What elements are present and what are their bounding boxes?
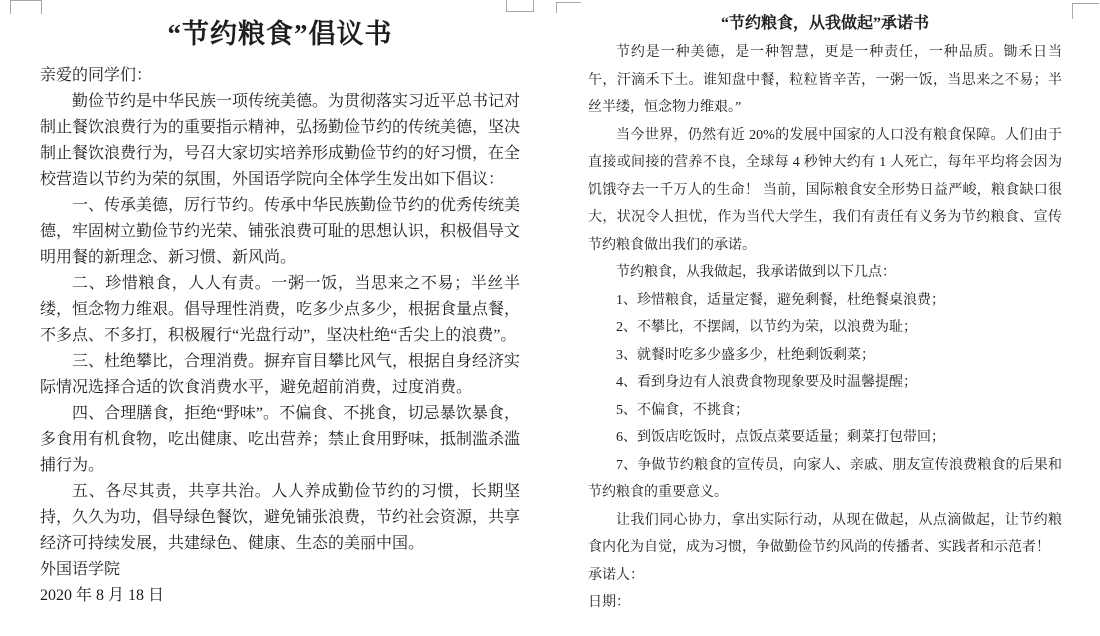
paragraph: 四、合理膳食，拒绝“野味”。不偏食、不挑食，切忌暴饮暴食，多食用有机食物，吃出健康、吃出营养；禁止食用野味，抵制滥杀滥捕行为。 (40, 405, 521, 474)
paragraph: 勤俭节约是中华民族一项传统美德。为贯彻落实习近平总书记对制止餐饮浪费行为的重要指示精神，弘扬勤俭节约的传统美德，坚决制止餐饮浪费行为，号召大家切实培养形成勤俭节约的好习惯，在全校营造以节约为荣的氛围，外国语学院向全体学生发出如下倡议： (40, 93, 521, 188)
paragraph: 五、各尽其责，共享共治。人人养成勤俭节约的习惯，长期坚持，久久为功，倡导绿色餐饮，避免铺张浪费，节约社会资源，共享经济可持续发展，共建绿色、健康、生态的美丽中国。 (40, 483, 521, 552)
paragraph: 二、珍惜粮食，人人有责。一粥一饭，当思来之不易；半丝半缕，恒念物力维艰。倡导理性消费，吃多少点多少，根据食量点餐，不多点、不多打，积极履行“光盘行动”，坚决杜绝“舌尖上的浪费”。 (40, 275, 521, 344)
crop-mark-top-right-page2 (1072, 3, 1099, 19)
paragraph: 节约是一种美德，是一种智慧，更是一种责任，一种品质。锄禾日当午，汗滴禾下土。谁知盘中餐，粒粒皆辛苦，一粥一饭，当思来之不易；半丝半缕，恒念物力维艰。” (588, 45, 1062, 115)
list-item: 6、到饭店吃饭时，点饭点菜要适量；剩菜打包带回； (616, 430, 945, 445)
signature-date: 2020 年 8 月 18 日 (40, 587, 165, 604)
crop-mark-top-left-page2 (556, 2, 581, 13)
crop-mark-top-left-page1 (10, 0, 42, 14)
signature-organization: 外国语学院 (40, 561, 121, 578)
paragraph: 三、杜绝攀比，合理消费。摒弃盲目攀比风气，根据自身经济实际情况选择合适的饮食消费水平，避免超前消费，过度消费。 (40, 353, 521, 396)
list-item: 3、就餐时吃多少盛多少，杜绝剩饭剩菜； (616, 347, 875, 363)
closing-paragraph: 让我们同心协力，拿出实际行动，从现在做起，从点滴做起，让节约粮食内化为自觉，成为习惯，争做勤俭节约风尚的传播者、实践者和示范者！ (588, 512, 1062, 555)
list-item: 4、看到身边有人浪费食物现象要及时温馨提醒； (616, 375, 917, 390)
signer-label: 承诺人： (588, 567, 644, 583)
paragraph: 节约粮食，从我做起，我承诺做到以下几点： (616, 265, 896, 280)
list-item: 2、不攀比，不摆阔，以节约为荣，以浪费为耻； (616, 320, 917, 335)
paragraph: 一、传承美德，厉行节约。传承中华民族勤俭节约的优秀传统美德，牢固树立勤俭节约光荣、铺张浪费可耻的思想认识，积极倡导文明用餐的新理念、新习惯、新风尚。 (40, 197, 521, 266)
proposal-title: “节约粮食”倡议书 (167, 19, 393, 49)
paragraph: 当今世界，仍然有近 20%的发展中国家的人口没有粮食保障。人们由于直接或间接的营养不良，全球每 4 秒钟大约有 1 人死亡，每年平均将会因为饥饿夺去一千万人的生命！ 当前，国际粮食安全形势日益严峻，粮食缺口很大，状况令人担忧，作为当代大学生，我们有责任有义务为节约粮食、宣传节约粮食做出我们的承诺。 (588, 127, 1062, 253)
list-item: 7、争做节约粮食的宣传员，向家人、亲戚、朋友宣传浪费粮食的后果和节约粮食的重要意义。 (588, 457, 1062, 500)
date-label: 日期： (588, 595, 630, 610)
commitment-title: “节约粮食，从我做起”承诺书 (720, 15, 929, 32)
crop-mark-top-right-page1 (506, 0, 534, 12)
proposal-salutation: 亲爱的同学们： (40, 67, 153, 84)
list-item: 5、不偏食，不挑食； (616, 402, 749, 418)
list-item: 1、珍惜粮食，适量定餐，避免剩餐，杜绝餐桌浪费； (616, 292, 945, 308)
page-commitment (550, 0, 1100, 636)
